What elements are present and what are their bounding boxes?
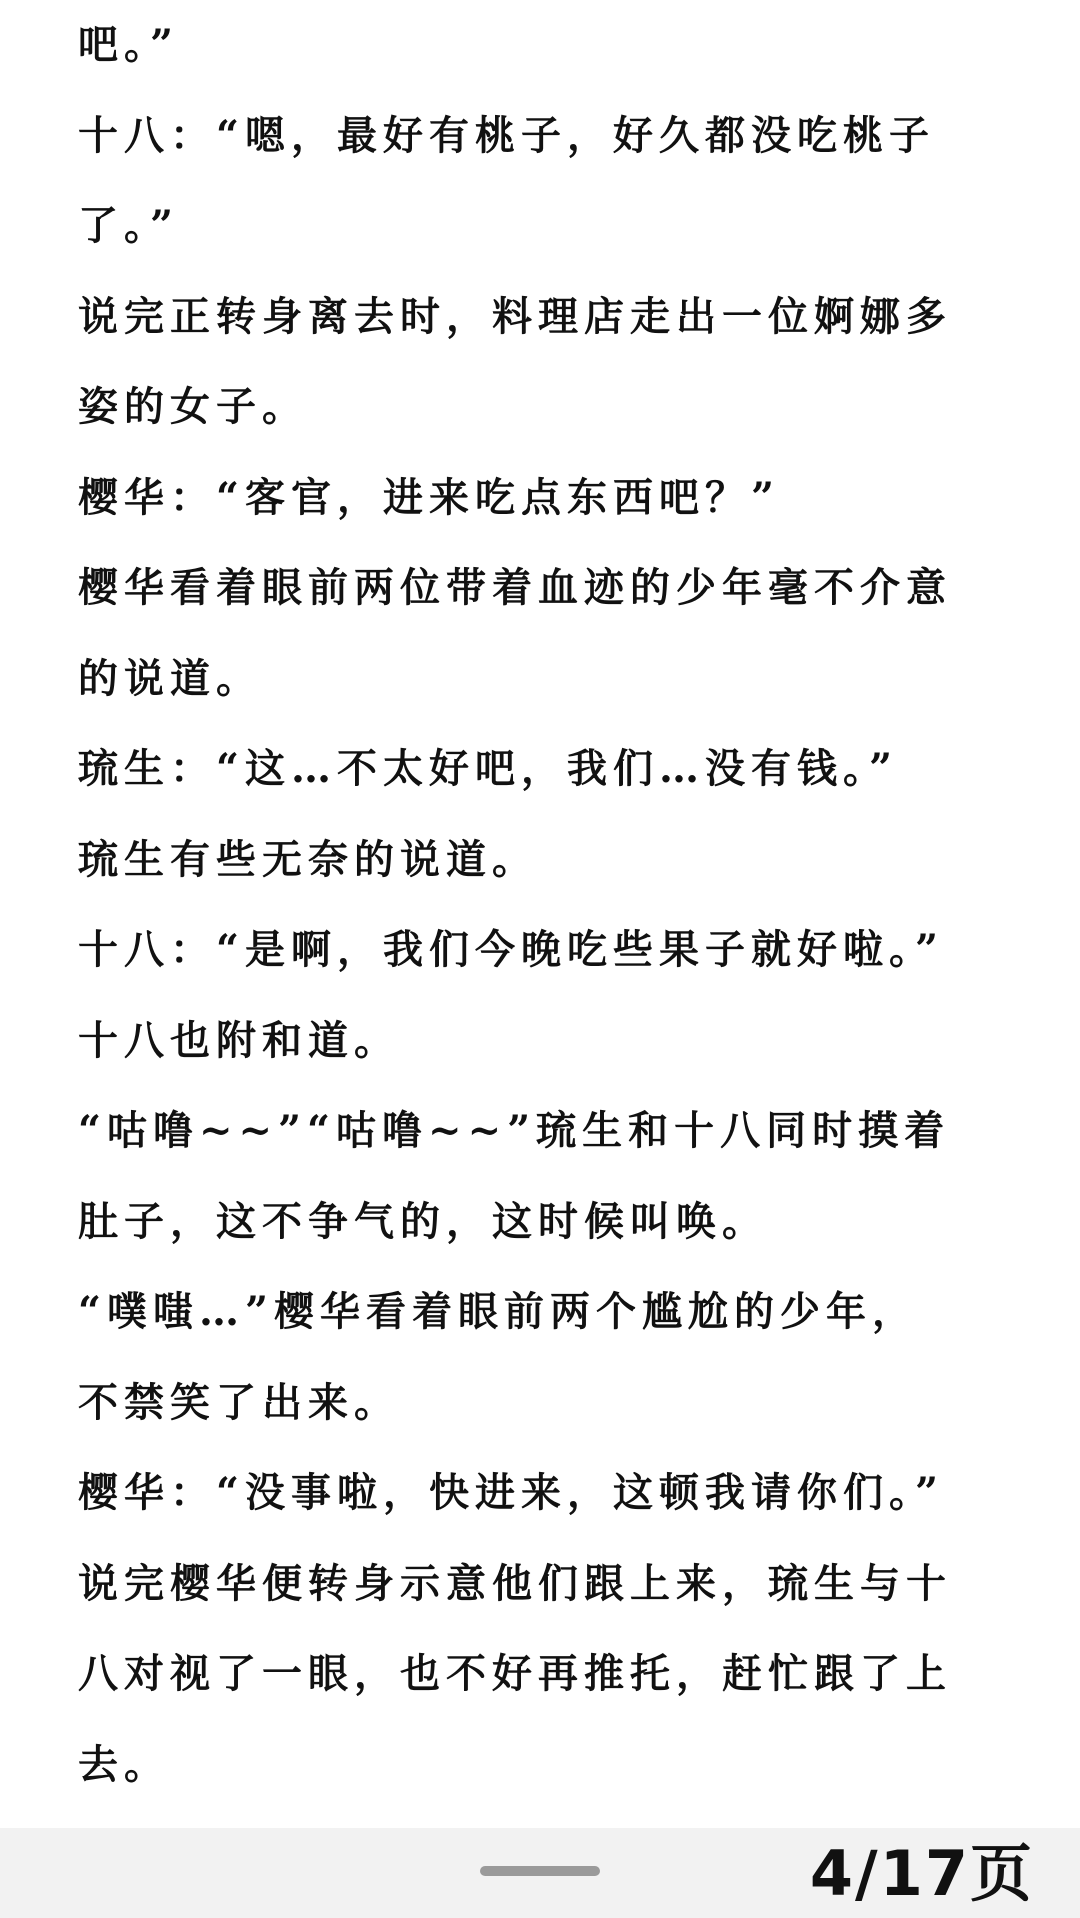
text-line: 十八：“嗯，最好有桃子，好久都没吃桃子 xyxy=(78,111,936,159)
text-line: 樱华：“没事啦，快进来，这顿我请你们。” xyxy=(78,1469,945,1516)
text-line: 姿的女子。 xyxy=(78,383,308,430)
page-indicator: 4/17页 xyxy=(809,1837,1034,1910)
text-line: 不禁笑了出来。 xyxy=(78,1378,400,1426)
text-line: 琉生有些无奈的说道。 xyxy=(78,835,538,883)
text-line: 说完樱华便转身示意他们跟上来，琉生与十 xyxy=(78,1559,952,1607)
text-line: 的说道。 xyxy=(78,654,262,702)
text-line: 樱华看着眼前两位带着血迹的少年毫不介意 xyxy=(78,564,952,611)
text-line: 去。 xyxy=(78,1740,170,1788)
text-line: 十八：“是啊，我们今晚吃些果子就好啦。” xyxy=(78,926,945,973)
text-line: 说完正转身离去时，料理店走出一位婀娜多 xyxy=(78,292,952,340)
text-line: 樱华：“客官，进来吃点东西吧？” xyxy=(78,473,781,521)
text-line: 八对视了一眼，也不好再推托，赶忙跟了上 xyxy=(78,1650,952,1697)
text-line: “咕噜~~”“咕噜~~”琉生和十八同时摸着 xyxy=(78,1107,951,1154)
text-line: 十八也附和道。 xyxy=(78,1016,400,1064)
text-line: 肚子，这不争气的，这时候叫唤。 xyxy=(78,1197,768,1245)
text-line: “噗嗤…”樱华看着眼前两个尴尬的少年， xyxy=(78,1288,919,1335)
text-line: 琉生：“这…不太好吧，我们…没有钱。” xyxy=(78,745,899,792)
text-line: 吧。” xyxy=(78,21,180,68)
home-indicator[interactable] xyxy=(480,1866,600,1876)
text-line: 了。” xyxy=(78,202,180,249)
reader-text-body xyxy=(78,0,1018,1810)
